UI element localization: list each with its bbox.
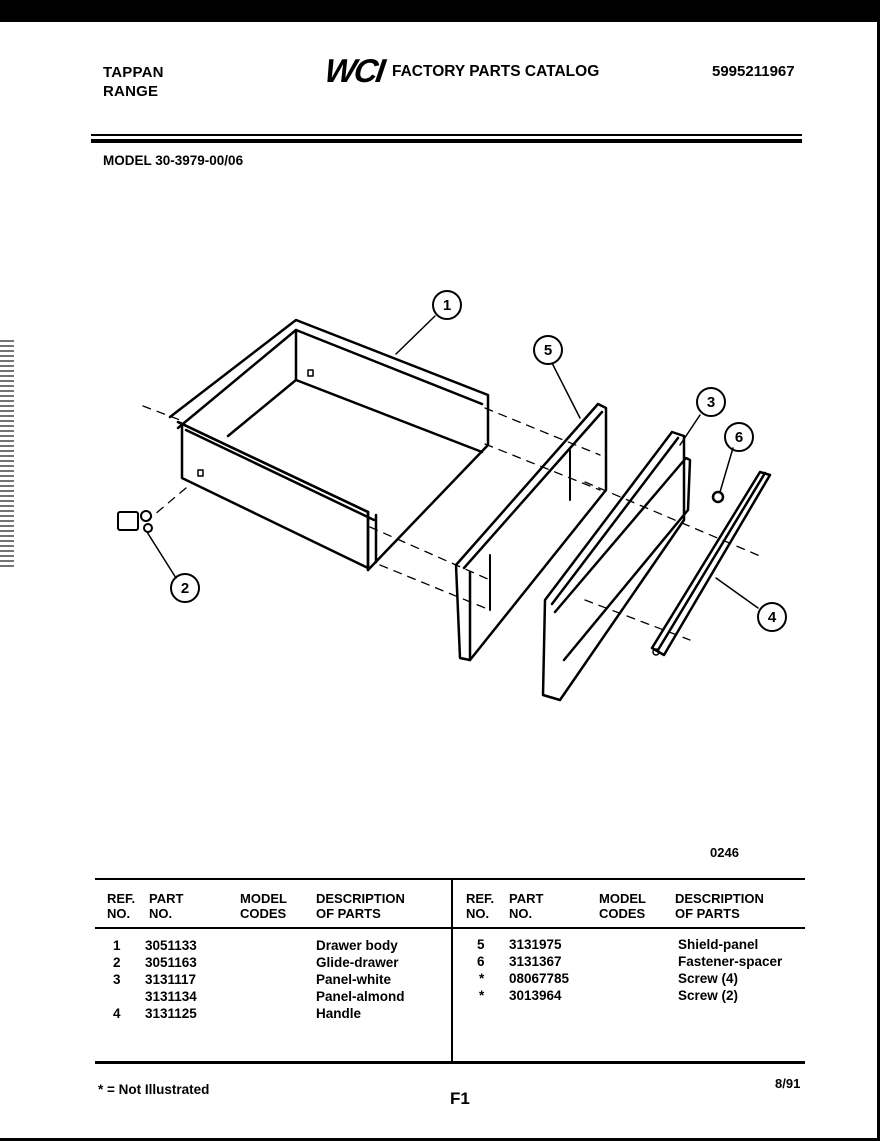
diagram-code: 0246 — [710, 845, 739, 860]
header-model-codes-left: MODEL CODES — [240, 891, 287, 921]
header-rule-thick — [91, 139, 802, 143]
callout-2: 2 — [180, 580, 190, 597]
scan-left-noise — [0, 340, 14, 570]
wci-logo: WCI — [322, 52, 386, 89]
product-type: RANGE — [103, 83, 159, 100]
footnote-not-illustrated: * = Not Illustrated — [98, 1082, 210, 1097]
header-part-no-right: PART NO. — [509, 891, 544, 921]
header-part-no-left: PART NO. — [149, 891, 184, 921]
part-shield-panel — [456, 404, 606, 660]
catalog-number: 5995211967 — [712, 63, 795, 80]
catalog-title: FACTORY PARTS CATALOG — [392, 63, 600, 80]
header-description-right: DESCRIPTION OF PARTS — [675, 891, 764, 921]
header-ref-no-left: REF. NO. — [107, 891, 136, 921]
part-handle — [652, 472, 770, 655]
header-description-left: DESCRIPTION OF PARTS — [316, 891, 405, 921]
header-rule-thin — [91, 134, 802, 136]
callout-6: 6 — [734, 429, 744, 446]
scan-top-border — [0, 0, 880, 22]
page-code: F1 — [450, 1089, 470, 1108]
leader-lines — [147, 316, 758, 608]
table-column-divider — [451, 878, 453, 1061]
callout-5: 5 — [543, 342, 553, 359]
header-model-codes-right: MODEL CODES — [599, 891, 646, 921]
table-rule-top — [95, 878, 805, 880]
date-code: 8/91 — [775, 1076, 801, 1091]
callout-1: 1 — [442, 297, 452, 314]
brand-block — [103, 63, 164, 101]
callout-3: 3 — [706, 394, 716, 411]
callout-4: 4 — [767, 609, 777, 626]
part-drawer-body — [170, 320, 488, 570]
table-rule-header — [95, 927, 805, 929]
brand-name: TAPPAN — [103, 64, 164, 81]
exploded-parts-diagram — [100, 280, 820, 720]
part-drawer-panel — [543, 432, 690, 700]
part-glide — [118, 511, 152, 532]
model-number: MODEL 30-3979-00/06 — [103, 153, 244, 168]
header-ref-no-right: REF. NO. — [466, 891, 495, 921]
table-rule-bottom — [95, 1061, 805, 1064]
part-fastener-spacer — [713, 492, 723, 502]
